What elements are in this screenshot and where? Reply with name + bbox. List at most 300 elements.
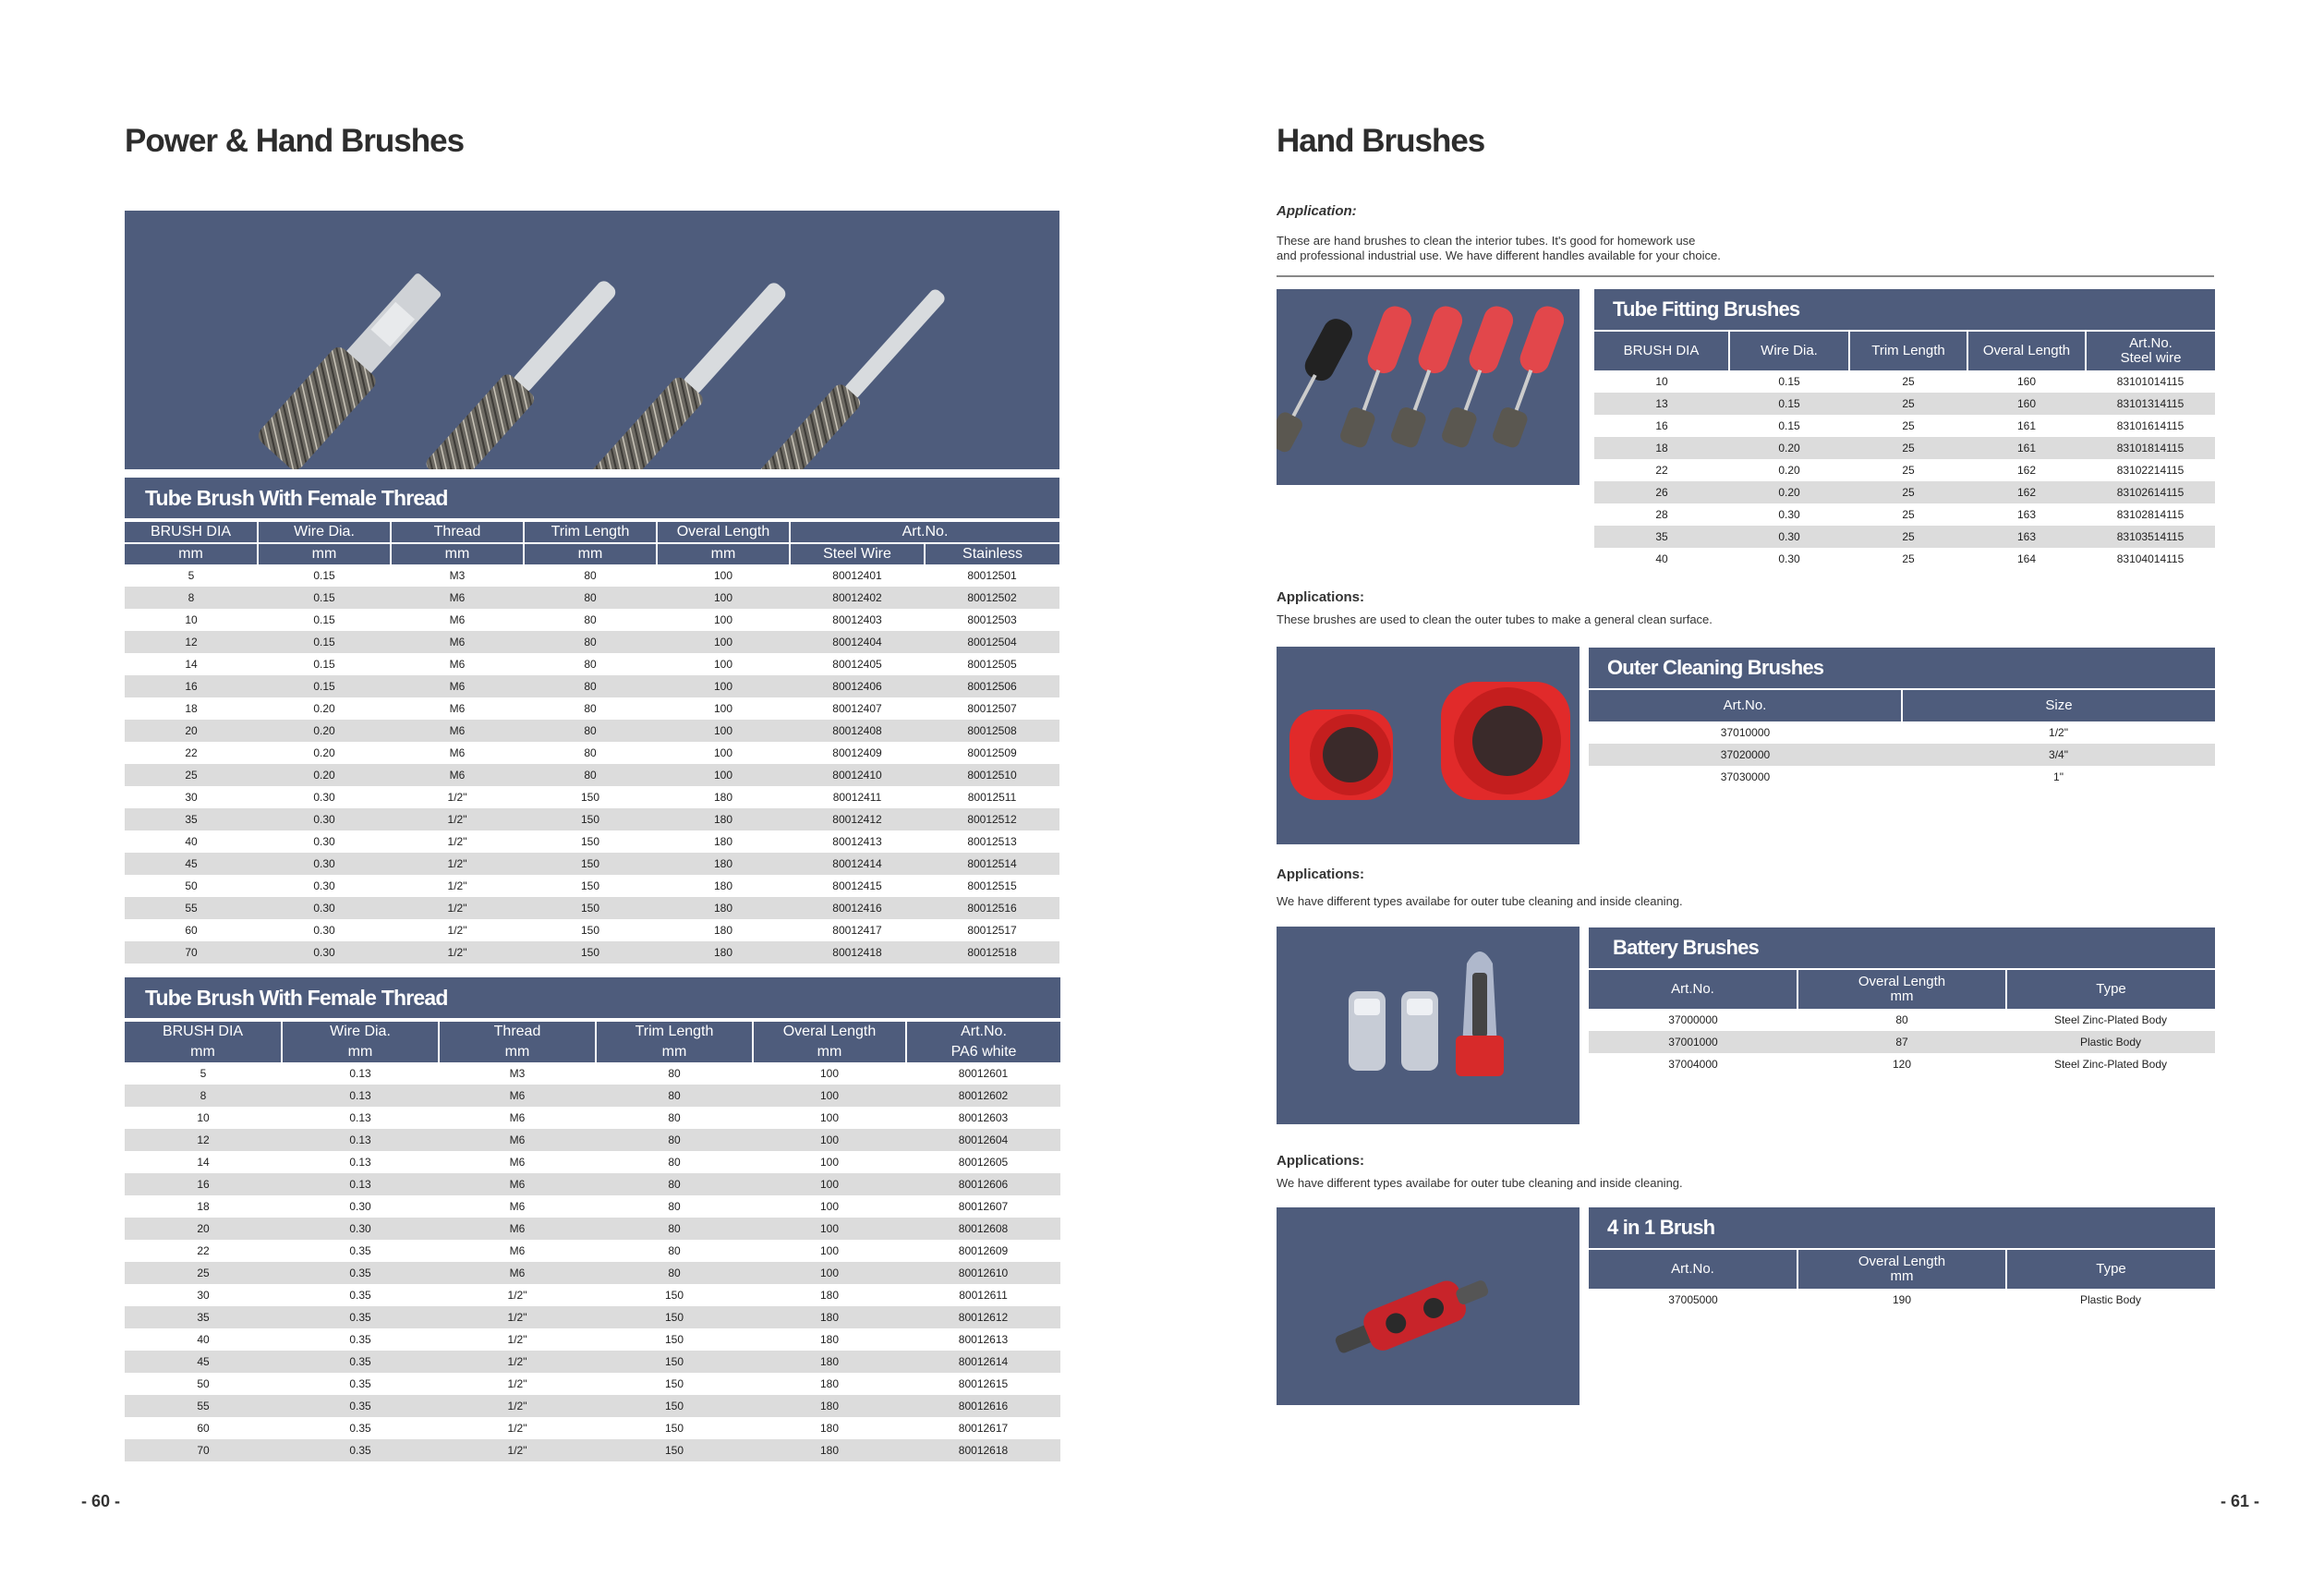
table-cell: 80012511 (967, 791, 1017, 804)
table-cell: 25 (125, 764, 258, 786)
tube-brushes-illustration (125, 211, 1059, 469)
table-row (125, 1062, 1060, 1085)
table-cell: M6 (449, 702, 466, 715)
table-cell: 80012603 (958, 1111, 1009, 1124)
table-cell: 80012415 (832, 879, 882, 892)
table-cell: 161 (1967, 437, 2086, 459)
table-cell: 80012617 (958, 1422, 1009, 1435)
table-cell: 150 (596, 1306, 753, 1328)
table-cell: 150 (524, 853, 657, 875)
th-overal-length: Overal Length (753, 1021, 906, 1042)
table-cell: 37004000 (1668, 1058, 1718, 1071)
th-thread: Thread (391, 521, 524, 543)
table-cell: 80 (524, 764, 657, 786)
table-cell: 80 (668, 1067, 681, 1080)
th-unit: mm (125, 543, 258, 564)
table-row (1589, 744, 2215, 766)
table-cell: 0.30 (258, 853, 391, 875)
table-cell: 150 (664, 1377, 684, 1390)
table-row (1594, 437, 2215, 459)
table-cell: 1/2" (447, 924, 467, 937)
table-cell: M6 (509, 1111, 526, 1124)
table-cell: 10 (1655, 375, 1668, 388)
table-cell: 0.30 (313, 835, 335, 848)
right-page-number: - 61 - (2221, 1492, 2260, 1510)
table-row (125, 1373, 1060, 1395)
table-cell: 14 (185, 658, 198, 671)
table-cell: 30 (185, 791, 198, 804)
table-cell: 1/2" (447, 791, 467, 804)
th-art-no-label: Art.No. (2129, 335, 2173, 352)
th-unit: mm (524, 543, 657, 564)
table-cell: 150 (596, 1439, 753, 1461)
th-unit: mm (753, 1042, 906, 1062)
table-cell: 80012610 (906, 1262, 1060, 1284)
table-cell: 80012606 (906, 1173, 1060, 1195)
table-cell: 12 (125, 1129, 282, 1151)
table-cell: 30 (197, 1289, 210, 1302)
th-trim-length: Trim Length (1849, 332, 1967, 370)
table-cell: 25 (1849, 437, 1967, 459)
table-cell: 0.35 (282, 1306, 439, 1328)
table-cell: 0.15 (1729, 393, 1849, 415)
table-cell: 150 (580, 879, 600, 892)
table-cell: M6 (391, 720, 524, 742)
th-thread: Thread (439, 1021, 596, 1042)
th-wire-dia: Wire Dia. (282, 1021, 439, 1042)
th-unit: mm (282, 1042, 439, 1062)
table-cell: 37010000 (1720, 726, 1771, 739)
table-cell: Steel Zinc-Plated Body (2053, 1013, 2168, 1026)
table-row (125, 1395, 1060, 1417)
table-row (125, 1351, 1060, 1373)
table-cell: 8 (125, 1085, 282, 1107)
table-cell: 100 (819, 1244, 840, 1257)
table-cell: 25 (1902, 508, 1915, 521)
tube-brush-table-2 (125, 1020, 1060, 1461)
table-cell: M3 (509, 1067, 526, 1080)
table-cell: 1/2" (507, 1289, 527, 1302)
table-cell: 80012509 (967, 746, 1017, 759)
table-cell: M6 (449, 658, 466, 671)
table-cell: 150 (664, 1333, 684, 1346)
table-cell: 150 (524, 897, 657, 919)
table-cell: 50 (197, 1377, 210, 1390)
th-stainless: Stainless (925, 543, 1059, 564)
table-cell: 180 (753, 1439, 906, 1461)
table-cell: 80012613 (958, 1333, 1009, 1346)
table-cell: 16 (125, 1173, 282, 1195)
table-cell: 0.13 (282, 1085, 439, 1107)
table-cell: 0.13 (349, 1111, 371, 1124)
table-cell: 18 (1594, 437, 1729, 459)
table-cell: 160 (2016, 375, 2037, 388)
table-cell: 80012616 (906, 1395, 1060, 1417)
table-cell: 80012503 (967, 613, 1017, 626)
table-cell: 1/2" (439, 1351, 596, 1373)
table-cell: 80012412 (790, 808, 925, 830)
table-cell: 80012506 (925, 675, 1059, 697)
four-in-one-brush-photo (1277, 1207, 1580, 1405)
table-cell: 25 (125, 1262, 282, 1284)
table2-title: Tube Brush With Female Thread (125, 977, 1060, 1018)
table-cell: 18 (185, 702, 198, 715)
table-cell: 180 (753, 1395, 906, 1417)
table-cell: 80 (668, 1111, 681, 1124)
table-cell: 26 (1594, 481, 1729, 503)
battery-brushes-photo (1277, 927, 1580, 1124)
table-cell: 37005000 (1668, 1293, 1718, 1306)
table-cell: 80012605 (958, 1156, 1009, 1169)
table-cell: 1/2" (439, 1439, 596, 1461)
table-cell: 70 (125, 941, 258, 964)
table-cell: 150 (596, 1351, 753, 1373)
table-row (125, 609, 1059, 631)
table-cell: 80012505 (967, 658, 1017, 671)
table-cell: 80012614 (906, 1351, 1060, 1373)
table-cell: 0.30 (313, 791, 335, 804)
th-brush-dia: BRUSH DIA (125, 1021, 282, 1042)
table1-title: Tube Brush With Female Thread (125, 478, 1059, 518)
th-unit: mm (657, 543, 790, 564)
th-art-no: Art.No. (1589, 1250, 1797, 1289)
table-cell: 80012417 (832, 924, 882, 937)
application-line-1: These are hand brushes to clean the interior tubes. It's good for homework use (1277, 234, 1696, 248)
table-cell: 35 (125, 808, 258, 830)
table-cell: 180 (819, 1422, 840, 1435)
table-cell: 0.15 (258, 631, 391, 653)
table-row (1594, 459, 2215, 481)
table-cell: 100 (713, 658, 733, 671)
table-cell: 80012510 (925, 764, 1059, 786)
table-cell: 45 (125, 1351, 282, 1373)
table-cell: 80012517 (967, 924, 1017, 937)
table-cell: 0.30 (1778, 552, 1800, 565)
four-in-one-body (1589, 1289, 2215, 1311)
table-cell: 80012414 (790, 853, 925, 875)
table-cell: 0.30 (313, 924, 335, 937)
table-cell: 80 (1895, 1013, 1908, 1026)
table-cell: M6 (391, 764, 524, 786)
table-cell: 0.20 (258, 720, 391, 742)
table-cell: 1/2" (447, 835, 467, 848)
table-cell: 37001000 (1589, 1031, 1797, 1053)
th-unit: mm (258, 543, 391, 564)
table-cell: 0.13 (282, 1129, 439, 1151)
table-cell: 45 (125, 853, 258, 875)
table-cell: 0.30 (313, 879, 335, 892)
table-cell: 0.20 (1729, 437, 1849, 459)
table-cell: M6 (439, 1085, 596, 1107)
table-cell: 0.15 (313, 658, 335, 671)
table-cell: 100 (657, 587, 790, 609)
table-cell: 40 (197, 1333, 210, 1346)
table-cell: 120 (1892, 1058, 1912, 1071)
table-cell: 180 (819, 1289, 840, 1302)
table-cell: 0.35 (282, 1439, 439, 1461)
th-overal-length (1797, 1250, 2006, 1289)
table-cell: 80012513 (967, 835, 1017, 848)
table-cell: M6 (439, 1218, 596, 1240)
table-cell: 20 (125, 720, 258, 742)
table-row (125, 1439, 1060, 1461)
table-cell: M6 (509, 1244, 526, 1257)
four-in-one-illustration (1277, 1207, 1580, 1405)
table-cell: 0.13 (349, 1067, 371, 1080)
table-cell: 0.30 (1778, 508, 1800, 521)
table2-body (125, 1062, 1060, 1461)
table-cell: 5 (188, 569, 195, 582)
table-cell: M6 (391, 675, 524, 697)
battery-body (1589, 1009, 2215, 1075)
table-cell: 16 (1655, 419, 1668, 432)
table-cell: 80012408 (790, 720, 925, 742)
table-row (125, 919, 1059, 941)
table-row (125, 675, 1059, 697)
table-row (125, 1151, 1060, 1173)
table-cell: 100 (753, 1218, 906, 1240)
table-cell: 0.20 (313, 746, 335, 759)
table-cell: 160 (1967, 393, 2086, 415)
table-cell: 161 (2016, 419, 2037, 432)
table-cell: 180 (753, 1351, 906, 1373)
table-cell: 80012608 (906, 1218, 1060, 1240)
application-text (1277, 234, 2200, 264)
table-cell: 25 (1849, 526, 1967, 548)
battery-title: Battery Brushes (1589, 927, 2215, 968)
th-pa6-white: PA6 white (906, 1042, 1060, 1062)
table-cell: 80012409 (832, 746, 882, 759)
table-cell: Plastic Body (2006, 1031, 2215, 1053)
table-cell: 80012403 (832, 613, 882, 626)
table-cell: 180 (713, 835, 733, 848)
table-cell: 80 (584, 702, 597, 715)
table-cell: 0.30 (1729, 526, 1849, 548)
table-cell: 80 (668, 1200, 681, 1213)
table-cell: 1/2" (507, 1377, 527, 1390)
table-cell: 35 (1594, 526, 1729, 548)
table-row (125, 1173, 1060, 1195)
table-cell: 0.15 (313, 569, 335, 582)
table-row (125, 764, 1059, 786)
table-row (1594, 415, 2215, 437)
table-cell: 100 (753, 1173, 906, 1195)
table-cell: 10 (185, 613, 198, 626)
table-row (125, 875, 1059, 897)
table-cell: 80012507 (967, 702, 1017, 715)
table-cell: 1/2" (507, 1422, 527, 1435)
table-row (125, 653, 1059, 675)
table-cell: 3/4" (1902, 744, 2215, 766)
table-cell: 162 (2016, 464, 2037, 477)
table-cell: 100 (819, 1067, 840, 1080)
table-cell: 0.35 (349, 1289, 371, 1302)
table-cell: 25 (1849, 393, 1967, 415)
th-overal-length-label: Overal Length (1858, 974, 1946, 990)
th-type: Type (2006, 1250, 2215, 1289)
table-row (1589, 1031, 2215, 1053)
table-cell: 180 (713, 924, 733, 937)
th-brush-dia: BRUSH DIA (1594, 332, 1729, 370)
table-cell: 100 (713, 569, 733, 582)
table-cell: 37020000 (1589, 744, 1902, 766)
table-cell: M6 (439, 1262, 596, 1284)
table-cell: 80012411 (832, 791, 882, 804)
table-cell: 0.30 (349, 1200, 371, 1213)
th-unit: mm (439, 1042, 596, 1062)
table-cell: M3 (449, 569, 466, 582)
table-cell: 22 (185, 746, 198, 759)
table-row (125, 587, 1059, 609)
table-cell: 80012410 (790, 764, 925, 786)
application-heading: Application: (1277, 203, 1357, 219)
table-row (125, 1306, 1060, 1328)
table-cell: 100 (753, 1129, 906, 1151)
table-cell: 25 (1902, 464, 1915, 477)
table-cell: 150 (664, 1422, 684, 1435)
table-cell: 8 (125, 587, 258, 609)
table-cell: 37000000 (1668, 1013, 1718, 1026)
table-row (1589, 1009, 2215, 1031)
table-row (125, 1195, 1060, 1218)
table-cell: 0.30 (258, 897, 391, 919)
table-cell: 80012602 (906, 1085, 1060, 1107)
table-cell: 150 (664, 1289, 684, 1302)
table-cell: 100 (753, 1262, 906, 1284)
table-cell: 80 (584, 613, 597, 626)
table-row (125, 720, 1059, 742)
table-cell: 83101014115 (2116, 375, 2185, 388)
table-cell: 83102214115 (2116, 464, 2185, 477)
table-cell: 50 (185, 879, 198, 892)
table-cell: M6 (509, 1156, 526, 1169)
table-cell: 0.13 (349, 1156, 371, 1169)
th-brush-dia: BRUSH DIA (125, 521, 258, 543)
table-cell: 0.20 (1729, 481, 1849, 503)
table-cell: 80 (584, 658, 597, 671)
table-cell: 80 (584, 569, 597, 582)
table-cell: 164 (2016, 552, 2037, 565)
table-cell: M6 (391, 587, 524, 609)
table-row (125, 1107, 1060, 1129)
table-row (1594, 503, 2215, 526)
table-cell: 0.15 (258, 675, 391, 697)
table-cell: 80012504 (925, 631, 1059, 653)
table-cell: 25 (1849, 481, 1967, 503)
table-cell: 25 (1902, 419, 1915, 432)
table-cell: M6 (391, 631, 524, 653)
table-cell: 35 (125, 1306, 282, 1328)
table-cell: 25 (1902, 375, 1915, 388)
table-cell: 80 (668, 1156, 681, 1169)
table-cell: 1/2" (439, 1306, 596, 1328)
table-row (1594, 548, 2215, 570)
table-cell: 180 (657, 853, 790, 875)
th-wire-dia: Wire Dia. (258, 521, 391, 543)
outer-cleaning-body (1589, 721, 2215, 788)
table-cell: 80 (524, 675, 657, 697)
table-row (125, 786, 1059, 808)
table-cell: 180 (753, 1306, 906, 1328)
tube-fitting-title: Tube Fitting Brushes (1594, 289, 2215, 330)
table-cell: 0.35 (349, 1422, 371, 1435)
table-cell: 100 (657, 675, 790, 697)
table-row (1589, 721, 2215, 744)
table-row (125, 1417, 1060, 1439)
table-cell: 100 (657, 631, 790, 653)
table-cell: M6 (449, 613, 466, 626)
table-row (1594, 370, 2215, 393)
table-cell: 150 (580, 835, 600, 848)
table-cell: 80 (596, 1218, 753, 1240)
table-row (125, 897, 1059, 919)
table-cell: 80012416 (790, 897, 925, 919)
table-cell: 1" (2053, 770, 2064, 783)
th-art-no: Art.No. (1589, 690, 1902, 721)
table-cell: Plastic Body (2079, 1293, 2142, 1306)
outer-cleaning-table (1589, 690, 2215, 788)
table-cell: 0.15 (313, 613, 335, 626)
outer-cleaning-brushes-photo (1277, 647, 1580, 844)
table-cell: 150 (596, 1395, 753, 1417)
table-cell: M6 (439, 1173, 596, 1195)
left-page-number: - 60 - (81, 1492, 121, 1510)
table-cell: 0.35 (282, 1395, 439, 1417)
table-cell: 80012405 (832, 658, 882, 671)
th-unit: mm (1890, 1268, 1914, 1284)
th-size: Size (1902, 690, 2215, 721)
battery-brushes-illustration (1277, 927, 1580, 1124)
applications-heading-3: Applications: (1277, 867, 1365, 882)
table-row (125, 853, 1059, 875)
table-cell: 80 (596, 1085, 753, 1107)
table-cell: 80 (524, 631, 657, 653)
battery-table (1589, 970, 2215, 1075)
table-cell: 22 (1655, 464, 1668, 477)
table-cell: 80012502 (925, 587, 1059, 609)
table-cell: 0.35 (282, 1351, 439, 1373)
table-cell: 1/2" (2049, 726, 2068, 739)
table-cell: 0.30 (258, 941, 391, 964)
table-cell: 80 (524, 587, 657, 609)
table-cell: Steel Zinc-Plated Body (2053, 1058, 2168, 1071)
table-row (125, 808, 1059, 830)
table-cell: 0.13 (282, 1173, 439, 1195)
table-cell: 25 (1902, 552, 1915, 565)
table-cell: 60 (197, 1422, 210, 1435)
table-cell: 60 (185, 924, 198, 937)
table-cell: 80012618 (906, 1439, 1060, 1461)
table-row (125, 1262, 1060, 1284)
table-cell: 0.15 (258, 587, 391, 609)
table-cell: 80 (596, 1173, 753, 1195)
table-cell: 150 (580, 924, 600, 937)
table-cell: 28 (1655, 508, 1668, 521)
table-cell: 80 (584, 746, 597, 759)
table-cell: 100 (819, 1200, 840, 1213)
table-cell: M6 (439, 1129, 596, 1151)
table-cell: 100 (713, 613, 733, 626)
four-in-one-table (1589, 1250, 2215, 1311)
table-row (125, 564, 1059, 587)
table-cell: 80012514 (925, 853, 1059, 875)
table-cell: 0.20 (1778, 464, 1800, 477)
table-cell: 100 (657, 764, 790, 786)
tube-fitting-brushes-photo (1277, 289, 1580, 485)
table-cell: 40 (185, 835, 198, 848)
th-art-no: Art.No. (1589, 970, 1797, 1009)
table-row (125, 697, 1059, 720)
